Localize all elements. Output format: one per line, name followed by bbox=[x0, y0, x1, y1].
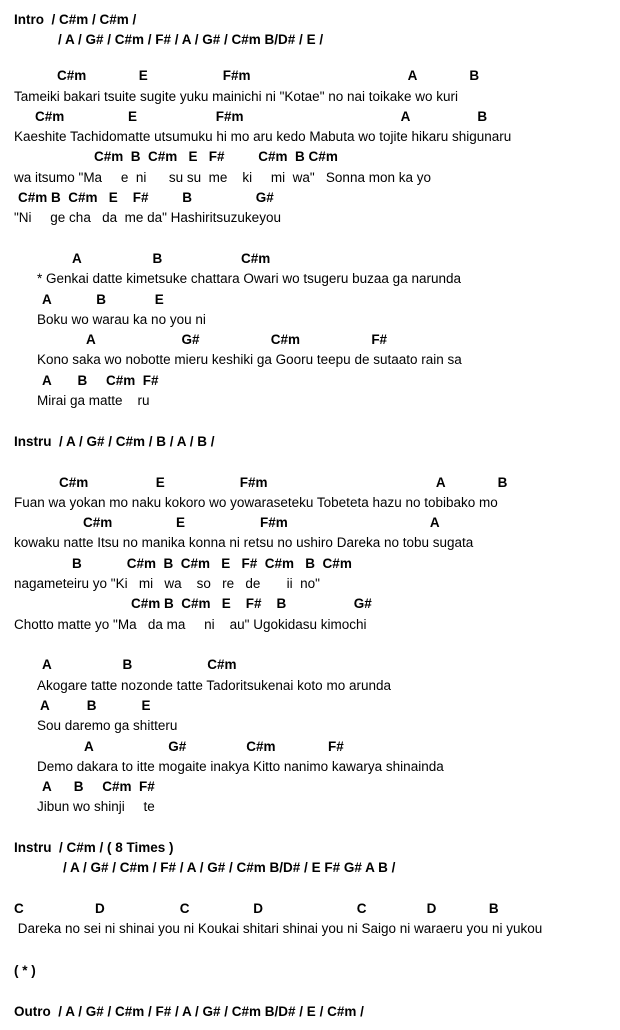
chord-line: A B C#m bbox=[72, 251, 271, 266]
lyric-line: Boku wo warau ka no you ni bbox=[37, 312, 206, 327]
chord-line: C#m B C#m E F# B G# bbox=[18, 190, 274, 205]
chord-line: A B C#m F# bbox=[42, 373, 159, 388]
chord-line: A B E bbox=[42, 292, 164, 307]
lyric-line: Tameiki bakari tsuite sugite yuku mainichi ni "Kotae" no nai toikake wo kuri bbox=[14, 89, 459, 104]
lyric-line: "Ni ge cha da me da" Hashiritsuzukeyou bbox=[14, 210, 281, 225]
chord-line: C#m E F#m A B bbox=[35, 109, 488, 124]
instru-progression: / A / G# / C#m / F# / A / G# / C#m B/D# / E F# G# A B / bbox=[63, 860, 396, 875]
chord-line: A B C#m F# bbox=[42, 779, 155, 794]
chorus-repeat-marker: ( * ) bbox=[14, 963, 36, 978]
chord-line: B C#m B C#m E F# C#m B C#m bbox=[72, 556, 352, 571]
instru-line: Instru / C#m / ( 8 Times ) bbox=[14, 840, 174, 855]
chord-line: A B E bbox=[40, 698, 151, 713]
chord-line: C#m E F#m A B bbox=[59, 475, 508, 490]
instru-line: Instru / A / G# / C#m / B / A / B / bbox=[14, 434, 215, 449]
lyric-line: wa itsumo "Ma e ni su su me ki mi wa" Sonna mon ka yo bbox=[14, 170, 431, 185]
chord-line: C#m E F#m A bbox=[83, 515, 440, 530]
lyric-line: Sou daremo ga shitteru bbox=[37, 718, 178, 733]
lyric-line: Akogare tatte nozonde tatte Tadoritsukenai koto mo arunda bbox=[37, 678, 391, 693]
chord-line: C#m B C#m E F# C#m B C#m bbox=[94, 149, 338, 164]
lyric-line: Chotto matte yo "Ma da ma ni au" Ugokidasu kimochi bbox=[14, 617, 367, 632]
intro-progression: / A / G# / C#m / F# / A / G# / C#m B/D# / E / bbox=[58, 32, 324, 47]
lyric-line: kowaku natte Itsu no manika konna ni retsu no ushiro Dareka no tobu sugata bbox=[14, 535, 474, 550]
chord-line: C#m B C#m E F# B G# bbox=[131, 596, 372, 611]
chord-line: A G# C#m F# bbox=[86, 332, 388, 347]
lyric-line: Jibun wo shinji te bbox=[37, 799, 155, 814]
chord-line: C#m E F#m A B bbox=[57, 68, 480, 83]
lyric-line: nagameteiru yo "Ki mi wa so re de ii no" bbox=[14, 576, 320, 591]
lyric-line: * Genkai datte kimetsuke chattara Owari wo tsugeru buzaa ga narunda bbox=[37, 271, 461, 286]
lyric-line: Dareka no sei ni shinai you ni Koukai shitari shinai you ni Saigo ni waraeru you ni yukou bbox=[14, 921, 543, 936]
lyric-line: Demo dakara to itte mogaite inakya Kitto nanimo kawarya shinainda bbox=[37, 759, 444, 774]
lyric-line: Fuan wa yokan mo naku kokoro wo yowaraseteku Tobeteta hazu no tobibako mo bbox=[14, 495, 498, 510]
intro-line: Intro / C#m / C#m / bbox=[14, 12, 137, 27]
lyric-line: Mirai ga matte ru bbox=[37, 393, 150, 408]
lyric-line: Kono saka wo nobotte mieru keshiki ga Gooru teepu de sutaato rain sa bbox=[37, 352, 462, 367]
chord-line: C D C D C D B bbox=[14, 901, 499, 916]
chord-line: A G# C#m F# bbox=[84, 739, 344, 754]
lyric-line: Kaeshite Tachidomatte utsumuku hi mo aru kedo Mabuta wo tojite hikaru shigunaru bbox=[14, 129, 512, 144]
chord-line: A B C#m bbox=[42, 657, 237, 672]
outro-line: Outro / A / G# / C#m / F# / A / G# / C#m B/D# / E / C#m / bbox=[14, 1004, 364, 1019]
